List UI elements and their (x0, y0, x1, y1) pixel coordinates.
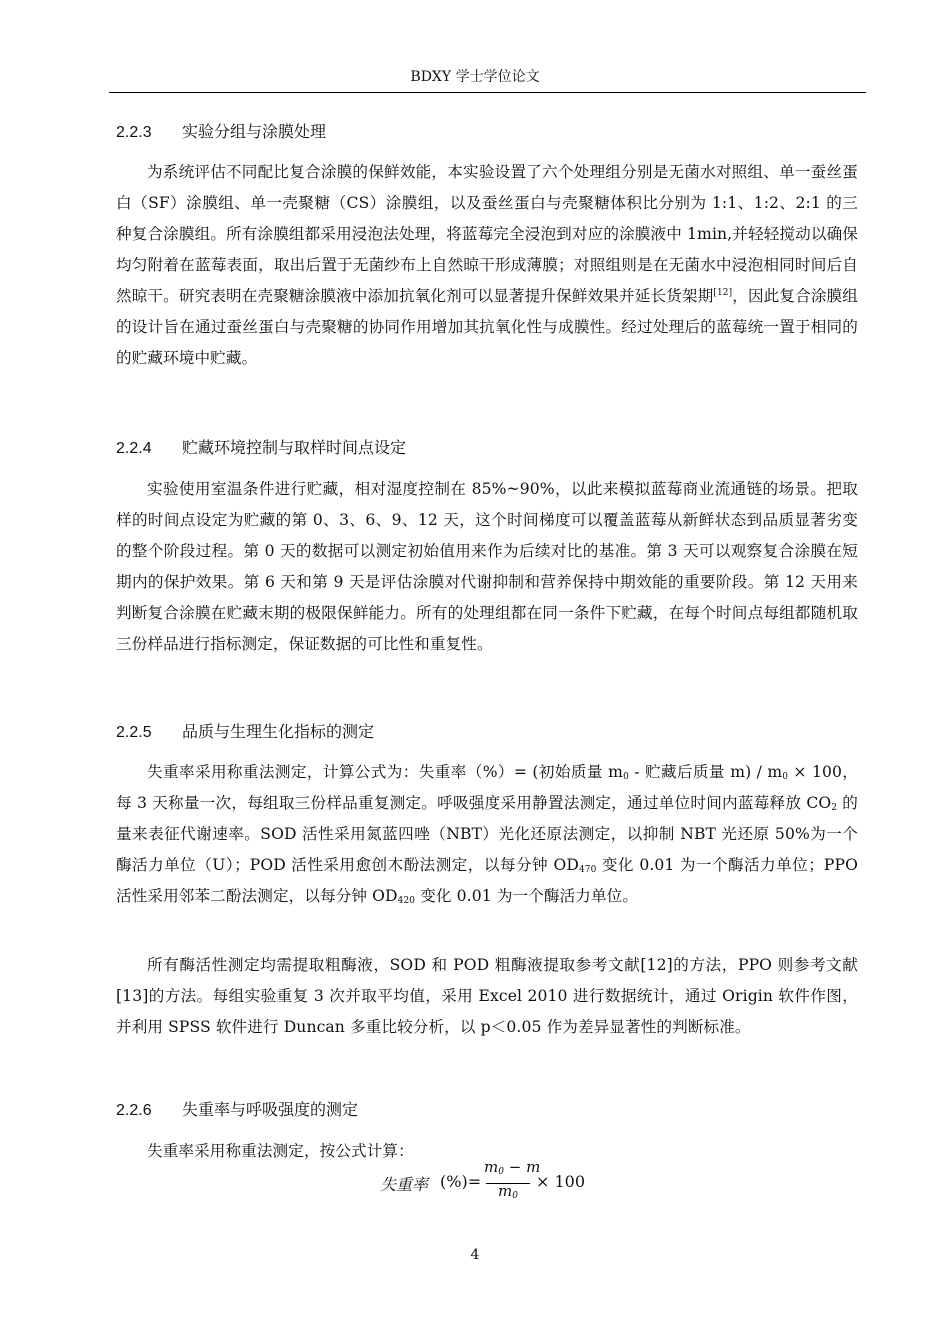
page-number: 4 (470, 1247, 480, 1263)
body-paragraph: 失重率采用称重法测定，计算公式为：失重率（%）= (初始质量 $m_0$ - 贮藏后质量 $m) / m_0 \times 100$，每 3 天称量一次，每组取三份样品重复测定。呼吸强度采用静置法测定，通过单位时间内蓝莓释放 $CO_2$ 的量来表征代谢速率。SOD 活性采用氮蓝四唑（NBT）光化还原法测定，以抑制 NBT 光还原 50%为一个酶活力单位（U）；POD 活性采用愈创木酚法测定，以每分钟 $OD_{470}$ 变化 0.01 为一个酶活力单位；PPO 活性采用邻苯二酚法测定，以每分钟 $OD_{420}$ 变化 0.01 为一个酶活力单位。 (116, 763, 858, 906)
body-paragraph: 实验使用室温条件进行贮藏，相对湿度控制在 85%~90%，以此来模拟蓝莓商业流通链的场景。把取样的时间点设定为贮藏的第 0、3、6、9、12 天，这个时间梯度可以覆盖蓝莓从新鲜状态到品质显著劣变的整个阶段过程。第 0 天的数据可以测定初始值用来作为后续对比的基准。第 3 天可以观察复合涂膜在短期内的保护效果。第 6 天和第 9 天是评估涂膜对代谢抑制和营养保持中期效能的重要阶段。第 12 天用来判断复合涂膜在贮藏末期的极限保鲜能力。所有的处理组都在同一条件下贮藏，在每个时间点每组都随机取三份样品进行指标测定，保证数据的可比性和重复性。 (116, 480, 858, 653)
section-title: 失重率与呼吸强度的测定 (182, 1100, 359, 1119)
formula-lhs: 失重率 (380, 1175, 429, 1194)
section-heading-2-2-4 (116, 438, 406, 459)
formula-rhs: × 100 (536, 1172, 586, 1191)
running-header: BDXY 学士学位论文 (410, 69, 540, 85)
section-number: 2.2.3 (116, 124, 152, 141)
section-title: 贮藏环境控制与取样时间点设定 (182, 438, 407, 457)
formula-unit: (%)= (440, 1172, 482, 1191)
body-paragraph: 所有酶活性测定均需提取粗酶液，SOD 和 POD 粗酶液提取参考文献[12]的方法，PPO 则参考文献[13]的方法。每组实验重复 3 次并取平均值，采用 Excel 2010 进行数据统计，通过 Origin 软件作图，并利用 SPSS 软件进行 Duncan 多重比较分析，以 p＜0.05 作为差异显著性的判断标准。 (116, 956, 858, 1036)
section-title: 品质与生理生化指标的测定 (182, 722, 375, 741)
section-number: 2.2.5 (116, 724, 152, 741)
section-heading-2-2-6 (116, 1100, 358, 1121)
section-number: 2.2.6 (116, 1102, 152, 1119)
formula-denominator: $m_0$ (498, 1182, 518, 1198)
section-number: 2.2.4 (116, 440, 152, 457)
body-paragraph: 失重率采用称重法测定，按公式计算： (147, 1142, 414, 1160)
header-rule (109, 92, 866, 93)
formula-numerator: $m_0 - m$ (484, 1158, 541, 1177)
section-title: 实验分组与涂膜处理 (182, 122, 327, 141)
body-paragraph: 为系统评估不同配比复合涂膜的保鲜效能，本实验设置了六个处理组分别是无菌水对照组、单一蚕丝蛋白（SF）涂膜组、单一壳聚糖（CS）涂膜组，以及蚕丝蛋白与壳聚糖体积比分别为 1:1、1:2、2:1 的三种复合涂膜组。所有涂膜组都采用浸泡法处理，将蓝莓完全浸泡到对应的涂膜液中 1min,并轻轻搅动以确保均匀附着在蓝莓表面，取出后置于无菌纱布上自然晾干形成薄膜；对照组则是在无菌水中浸泡相同时间后自然晾干。研究表明在壳聚糖涂膜液中添加抗氧化剂可以显著提升保鲜效果并延长货架期[12]，因此复合涂膜组的设计旨在通过蚕丝蛋白与壳聚糖的协同作用增加其抗氧化性与成膜性。经过处理后的蓝莓统一置于相同的的贮藏环境中贮藏。 (116, 163, 858, 367)
section-heading-2-2-5 (116, 722, 374, 743)
section-heading-2-2-3 (116, 122, 326, 143)
